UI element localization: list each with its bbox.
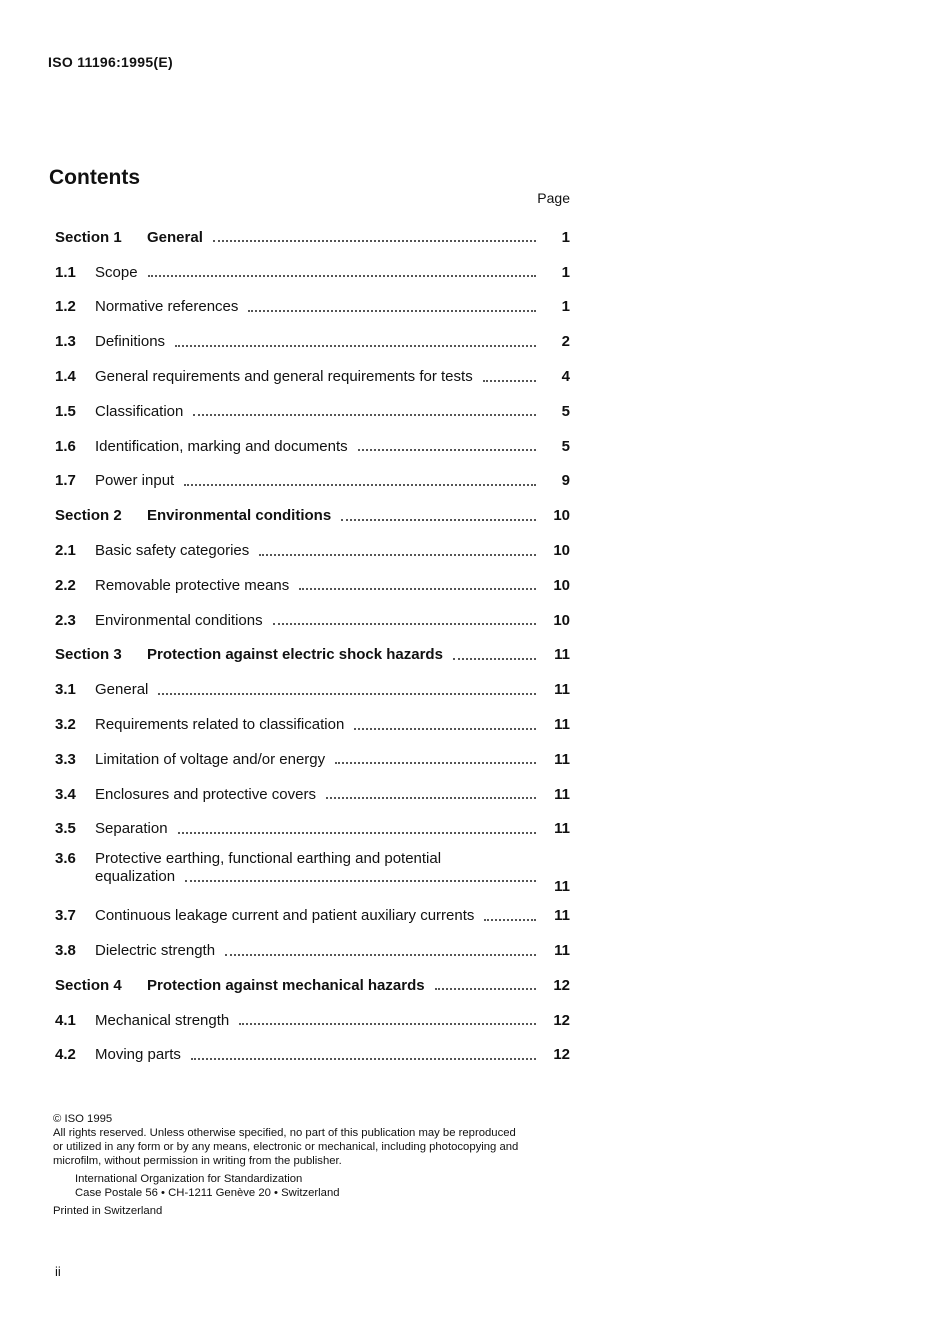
- toc-entry: [55, 359, 570, 394]
- toc-entry-number: 3.1: [55, 681, 76, 699]
- toc-entry-title: Protection against mechanical hazards: [147, 976, 425, 994]
- organization-name: International Organization for Standardization: [75, 1173, 303, 1185]
- toc-entry-page: 11: [554, 820, 570, 838]
- toc-entry: [55, 672, 570, 707]
- toc-entry-title: Power input: [95, 472, 175, 490]
- toc-entry-title: Identification, marking and documents: [95, 437, 348, 455]
- toc-entry: [55, 933, 570, 968]
- toc-entry-page: 11: [554, 907, 570, 925]
- page-number: ii: [55, 1264, 61, 1279]
- toc-entry-number: 3.7: [55, 907, 76, 925]
- toc-section-entry: [55, 220, 570, 255]
- dot-leader: [185, 880, 536, 882]
- dot-leader: [193, 414, 536, 416]
- dot-leader: [354, 728, 536, 730]
- toc-entry-page: 11: [554, 681, 570, 699]
- dot-leader: [148, 275, 536, 277]
- copyright-block: [53, 1112, 578, 1218]
- toc-entry-number: Section 3: [55, 646, 122, 664]
- toc-entry-number: 3.6: [55, 850, 76, 868]
- toc-entry-title-continuation: equalization: [95, 868, 176, 886]
- toc-entry: [55, 812, 570, 847]
- dot-leader: [158, 693, 536, 695]
- copyright-rights-line: All rights reserved. Unless otherwise specified, no part of this publication may be reproduced: [53, 1127, 516, 1139]
- dot-leader: [175, 345, 536, 347]
- toc-entry-number: 4.2: [55, 1046, 76, 1064]
- dot-leader: [225, 954, 536, 956]
- toc-entry: [55, 429, 570, 464]
- toc-entry-number: 2.3: [55, 611, 76, 629]
- toc-entry-number: 3.3: [55, 750, 76, 768]
- toc-entry-title: General requirements and general requirements for tests: [95, 368, 473, 386]
- toc-entry: [55, 1038, 570, 1073]
- toc-entry-title: Protective earthing, functional earthing and potential: [95, 850, 442, 868]
- toc-entry-title: Limitation of voltage and/or energy: [95, 750, 326, 768]
- dot-leader: [358, 449, 536, 451]
- dot-leader: [326, 797, 536, 799]
- dot-leader: [273, 623, 536, 625]
- toc-entry-page: 10: [553, 542, 570, 560]
- toc-entry: [55, 533, 570, 568]
- dot-leader: [191, 1058, 536, 1060]
- table-of-contents: [55, 220, 570, 1072]
- toc-entry-page: 11: [554, 942, 570, 960]
- toc-entry-number: 1.6: [55, 437, 76, 455]
- toc-entry: [55, 394, 570, 429]
- copyright-rights-line: microfilm, without permission in writing from the publisher.: [53, 1155, 342, 1167]
- toc-entry-title: General: [95, 681, 149, 699]
- toc-entry: [55, 255, 570, 290]
- dot-leader: [178, 832, 536, 834]
- toc-entry-number: 3.2: [55, 716, 76, 734]
- toc-entry-title: Normative references: [95, 298, 239, 316]
- toc-entry-number: 3.5: [55, 820, 76, 838]
- toc-entry-number: Section 1: [55, 228, 122, 246]
- dot-leader: [239, 1023, 536, 1025]
- dot-leader: [341, 519, 536, 521]
- toc-section-entry: [55, 638, 570, 673]
- toc-entry-title: Mechanical strength: [95, 1011, 230, 1029]
- toc-entry-page: 2: [561, 333, 570, 351]
- toc-entry-page: 5: [561, 402, 570, 420]
- dot-leader: [299, 588, 536, 590]
- toc-entry-number: 1.1: [55, 263, 76, 281]
- standard-reference: ISO 11196:1995(E): [48, 54, 173, 70]
- toc-entry-title-wrap: [95, 850, 544, 885]
- toc-entry-page: 12: [553, 976, 570, 994]
- toc-section-entry: [55, 968, 570, 1003]
- dot-leader: [259, 554, 536, 556]
- toc-entry-title: Scope: [95, 263, 138, 281]
- toc-entry-title: Dielectric strength: [95, 942, 216, 960]
- toc-entry-page: 11: [554, 878, 570, 896]
- toc-entry-title: Protection against electric shock hazards: [147, 646, 443, 664]
- toc-entry-page: 11: [554, 646, 570, 664]
- toc-entry: [55, 603, 570, 638]
- toc-entry-title: Enclosures and protective covers: [95, 785, 316, 803]
- toc-entry-page: 1: [561, 228, 570, 246]
- toc-entry-page: 11: [554, 750, 570, 768]
- toc-entry-page: 4: [561, 368, 570, 386]
- toc-entry: [55, 777, 570, 812]
- toc-entry: [55, 707, 570, 742]
- toc-entry-number: 1.3: [55, 333, 76, 351]
- toc-entry: [55, 846, 570, 898]
- dot-leader: [184, 484, 536, 486]
- toc-entry-title: Separation: [95, 820, 168, 838]
- dot-leader: [213, 240, 536, 242]
- toc-entry-title: Continuous leakage current and patient auxiliary currents: [95, 907, 475, 925]
- dot-leader: [248, 310, 536, 312]
- toc-entry: [55, 568, 570, 603]
- toc-entry-number: Section 2: [55, 507, 122, 525]
- toc-entry-title: Removable protective means: [95, 576, 290, 594]
- toc-entry-number: 3.4: [55, 785, 76, 803]
- toc-entry-page: 11: [554, 785, 570, 803]
- toc-entry: [55, 324, 570, 359]
- toc-entry-page: 11: [554, 716, 570, 734]
- toc-entry-number: 1.5: [55, 402, 76, 420]
- toc-entry-page: 9: [561, 472, 570, 490]
- toc-entry-page: 10: [553, 507, 570, 525]
- toc-entry: [55, 464, 570, 499]
- toc-entry-number: 1.2: [55, 298, 76, 316]
- dot-leader: [484, 919, 536, 921]
- toc-entry-page: 12: [553, 1046, 570, 1064]
- toc-entry-title: Moving parts: [95, 1046, 181, 1064]
- toc-entry-page: 10: [553, 576, 570, 594]
- toc-section-entry: [55, 498, 570, 533]
- toc-entry-page: 1: [561, 298, 570, 316]
- toc-entry-number: 1.7: [55, 472, 76, 490]
- toc-entry-number: 3.8: [55, 942, 76, 960]
- dot-leader: [435, 988, 536, 990]
- dot-leader: [335, 762, 536, 764]
- toc-entry-page: 12: [553, 1011, 570, 1029]
- toc-entry-page: 1: [561, 263, 570, 281]
- toc-entry-title: Definitions: [95, 333, 166, 351]
- toc-entry-number: 4.1: [55, 1011, 76, 1029]
- toc-entry-page: 10: [553, 611, 570, 629]
- toc-entry-title-continuation-line: [95, 868, 544, 885]
- toc-entry-number: 2.2: [55, 576, 76, 594]
- toc-entry-title: Environmental conditions: [147, 507, 332, 525]
- organization-address: Case Postale 56 • CH-1211 Genève 20 • Switzerland: [75, 1187, 340, 1199]
- toc-entry-number: 1.4: [55, 368, 76, 386]
- toc-entry-title: Classification: [95, 402, 184, 420]
- page-column-label: Page: [537, 190, 570, 206]
- toc-entry-number: Section 4: [55, 976, 122, 994]
- toc-entry: [55, 1003, 570, 1038]
- toc-entry-title: Requirements related to classification: [95, 716, 345, 734]
- toc-entry: [55, 898, 570, 933]
- toc-entry-title: General: [147, 228, 203, 246]
- dot-leader: [453, 658, 536, 660]
- toc-entry-title: Basic safety categories: [95, 542, 250, 560]
- toc-entry-title: Environmental conditions: [95, 611, 263, 629]
- toc-entry: [55, 742, 570, 777]
- copyright-notice: © ISO 1995: [53, 1113, 113, 1125]
- page-title: Contents: [49, 166, 140, 189]
- toc-entry: [55, 290, 570, 325]
- dot-leader: [483, 380, 536, 382]
- toc-entry-page: 5: [561, 437, 570, 455]
- copyright-rights-line: or utilized in any form or by any means, electronic or mechanical, including photocopying and: [53, 1141, 519, 1153]
- toc-entry-number: 2.1: [55, 542, 76, 560]
- printed-location: Printed in Switzerland: [53, 1205, 163, 1217]
